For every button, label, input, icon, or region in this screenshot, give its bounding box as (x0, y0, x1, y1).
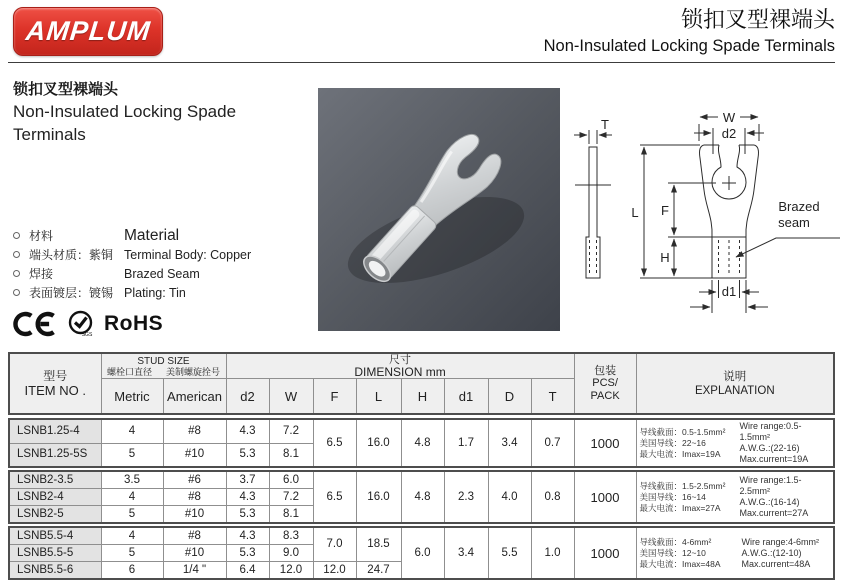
spec-table-group-3 (8, 526, 835, 580)
table-row: LSNB1.25-4 4 #8 4.3 7.2 6.5 16.0 4.8 1.7 3.4 0.7 1000 导线截面：0.5-1.5mm² 美国导线：22~16 最大电流：Imax=19A Wire range:0.5-1.5mm² A.W.G.:(22-16) Max.current=19A (9, 419, 834, 443)
item-no-cell: LSNB5.5-6 (9, 562, 101, 580)
rohs-label: RoHS (104, 312, 164, 335)
table-row: LSNB2-5 5 #10 5.3 8.1 (9, 506, 834, 524)
bullet-icon (13, 251, 20, 258)
brazed-seam-label-line2: seam (778, 215, 810, 230)
table-row: LSNB1.25-5S 5 #10 5.3 8.1 (9, 443, 834, 467)
product-title-en-line2: Terminals (13, 125, 86, 144)
dim-label-H: H (660, 250, 670, 265)
material-spec-list (13, 226, 251, 302)
dim-label-T: T (601, 117, 609, 132)
spec-label-zh: 材料 (29, 229, 54, 243)
column-header-T: T (531, 379, 574, 415)
brand-logo-text: AMPLUM (24, 16, 152, 46)
column-header-explanation: 说明 EXPLANATION (636, 353, 834, 414)
dim-label-d1: d1 (721, 284, 737, 299)
table-row: LSNB5.5-6 6 1/4 " 6.4 12.0 12.0 24.7 (9, 562, 834, 580)
bullet-icon (13, 289, 20, 296)
pcs-pack-cell: 1000 (574, 419, 636, 467)
product-title-zh: 锁扣叉型裸端头 (13, 81, 119, 98)
page-title-zh: 锁扣叉型裸端头 (680, 7, 835, 32)
product-photo (318, 88, 560, 331)
bullet-icon (13, 232, 20, 239)
table-row: LSNB2-4 4 #8 4.3 7.2 (9, 489, 834, 506)
spec-label-en: Brazed Seam (124, 266, 200, 281)
dim-label-F: F (661, 203, 669, 218)
spec-label-en: Terminal Body: Copper (124, 247, 252, 262)
spec-row-seam (13, 264, 251, 283)
column-header-d1: d1 (444, 379, 488, 415)
pcs-pack-cell: 1000 (574, 527, 636, 579)
item-no-cell: LSNB1.25-5S (9, 443, 101, 467)
column-header-L: L (356, 379, 401, 415)
spec-label-en: Plating: Tin (124, 285, 186, 300)
certification-marks (12, 309, 163, 339)
spec-table-group-2 (8, 470, 835, 524)
spec-label-zh: 表面镀层：镀锡 (29, 286, 114, 300)
table-row: LSNB2-3.5 3.5 #6 3.7 6.0 6.5 16.0 4.8 2.3 4.0 0.8 1000 导线截面：1.5-2.5mm² 美国导线：16~14 最大电流：Imax=27A Wire range:1.5-2.5mm² A.W.G.:(16-14) Max.current=27A (9, 471, 834, 489)
dim-label-W: W (722, 110, 736, 125)
column-header-H: H (401, 379, 444, 415)
pcs-pack-cell: 1000 (574, 471, 636, 523)
dim-label-d2: d2 (721, 126, 737, 141)
column-header-d2: d2 (226, 379, 269, 415)
explanation-cell: 导线截面：1.5-2.5mm² 美国导线：16~14 最大电流：Imax=27A Wire range:1.5-2.5mm² A.W.G.:(16-14) Max.current=27A (636, 471, 834, 523)
brand-logo (13, 7, 163, 56)
item-no-cell: LSNB5.5-5 (9, 545, 101, 562)
column-header-pack: 包装 PCS/ PACK (574, 353, 636, 414)
terminal-photo-illustration (318, 88, 560, 331)
table-row: LSNB5.5-4 4 #8 4.3 8.3 7.0 18.5 6.0 3.4 5.5 1.0 1000 导线截面：4-6mm² 美国导线：12~10 最大电流：Imax=48A Wire range:4-6mm² A.W.G.:(12-10) Max.current=48A (9, 527, 834, 545)
spec-table-header (8, 352, 835, 415)
item-no-cell: LSNB2-5 (9, 506, 101, 524)
sgs-mark-icon (67, 310, 95, 338)
item-no-cell: LSNB1.25-4 (9, 419, 101, 443)
column-header-W: W (269, 379, 313, 415)
dimension-diagram (566, 86, 842, 362)
ce-mark-icon (12, 309, 58, 339)
product-title-block (13, 80, 303, 146)
spec-label-zh: 焊接 (29, 267, 54, 281)
spec-row-material (13, 226, 251, 245)
column-group-dimension: 尺寸 DIMENSION mm (226, 353, 574, 379)
page-header-titles (544, 5, 835, 58)
spec-label-zh: 端头材质：紫铜 (29, 248, 114, 262)
svg-text:SGS: SGS (81, 332, 93, 338)
brazed-seam-label-line1: Brazed (778, 199, 820, 214)
spec-label-en: Material (124, 226, 180, 244)
column-group-stud-size: STUD SIZE 螺栓口直径 美制螺旋拴号 (101, 353, 226, 379)
header-divider (8, 62, 835, 63)
column-header-american: American (163, 379, 226, 415)
explanation-cell: 导线截面：4-6mm² 美国导线：12~10 最大电流：Imax=48A Wire range:4-6mm² A.W.G.:(12-10) Max.current=48A (636, 527, 834, 579)
spec-row-plating (13, 283, 251, 302)
spec-table-group-1 (8, 418, 835, 468)
column-header-item: 型号 ITEM NO . (9, 353, 101, 414)
dim-label-L: L (631, 205, 639, 220)
bullet-icon (13, 270, 20, 277)
column-header-metric: Metric (101, 379, 163, 415)
column-header-F: F (313, 379, 356, 415)
item-no-cell: LSNB2-3.5 (9, 471, 101, 489)
item-no-cell: LSNB5.5-4 (9, 527, 101, 545)
explanation-cell: 导线截面：0.5-1.5mm² 美国导线：22~16 最大电流：Imax=19A Wire range:0.5-1.5mm² A.W.G.:(22-16) Max.current=19A (636, 419, 834, 467)
table-row: LSNB5.5-5 5 #10 5.3 9.0 (9, 545, 834, 562)
spec-row-body (13, 245, 251, 264)
page-title-en: Non-Insulated Locking Spade Terminals (543, 37, 835, 55)
product-title-en-line1: Non-Insulated Locking Spade (13, 102, 237, 121)
column-header-D: D (488, 379, 531, 415)
spec-table (8, 352, 835, 580)
item-no-cell: LSNB2-4 (9, 489, 101, 506)
